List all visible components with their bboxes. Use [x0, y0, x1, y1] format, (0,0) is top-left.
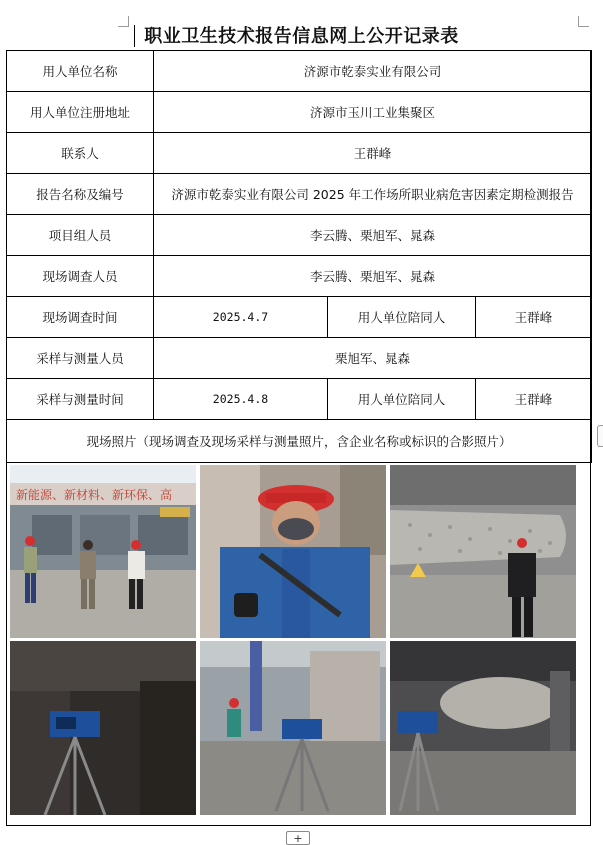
value-sampling-companion[interactable]: 王群峰 — [476, 379, 592, 420]
label-site-survey-time: 现场调查时间 — [7, 297, 154, 338]
photo-sampler-near-kiln[interactable] — [390, 641, 576, 815]
row-project-team — [7, 215, 592, 256]
row-employer-address — [7, 92, 592, 133]
row-photo-caption — [7, 420, 592, 463]
row-report — [7, 174, 592, 215]
row-sampling-staff — [7, 338, 592, 379]
label-sampling-companion: 用人单位陪同人 — [328, 379, 476, 420]
label-project-team: 项目组人员 — [7, 215, 154, 256]
photo-worker-with-respirator[interactable] — [200, 465, 386, 638]
row-contact — [7, 133, 592, 174]
value-sampling-staff[interactable]: 栗旭军、晁森 — [154, 338, 592, 379]
value-survey-companion[interactable]: 王群峰 — [476, 297, 592, 338]
label-employer-name: 用人单位名称 — [7, 51, 154, 92]
photo-worker-by-rotary-kiln[interactable] — [390, 465, 576, 638]
label-contact: 联系人 — [7, 133, 154, 174]
row-employer-name — [7, 51, 592, 92]
record-table — [6, 50, 592, 463]
photo-caption: 现场照片（现场调查及现场采样与测量照片，含企业名称或标识的合影照片） — [7, 420, 592, 463]
label-survey-companion: 用人单位陪同人 — [328, 297, 476, 338]
photo-samplers-in-workshop[interactable] — [200, 641, 386, 815]
row-site-survey-staff — [7, 256, 592, 297]
value-sampling-time[interactable]: 2025.4.8 — [154, 379, 328, 420]
side-panel-handle[interactable] — [597, 425, 603, 447]
photo-group-at-entrance[interactable] — [10, 465, 196, 638]
value-report[interactable]: 济源市乾泰实业有限公司 2025 年工作场所职业病危害因素定期检测报告 — [154, 174, 592, 215]
value-contact[interactable]: 王群峰 — [154, 133, 592, 174]
document-title: 职业卫生技术报告信息网上公开记录表 — [144, 26, 459, 47]
text-cursor — [134, 25, 135, 47]
row-site-survey-time — [7, 297, 592, 338]
value-project-team[interactable]: 李云腾、栗旭军、晁森 — [154, 215, 592, 256]
photo-sampler-on-tripod-dark-room[interactable] — [10, 641, 196, 815]
label-report: 报告名称及编号 — [7, 174, 154, 215]
value-employer-name[interactable]: 济源市乾泰实业有限公司 — [154, 51, 592, 92]
add-row-button[interactable]: + — [286, 831, 310, 845]
label-sampling-staff: 采样与测量人员 — [7, 338, 154, 379]
value-employer-address[interactable]: 济源市玉川工业集聚区 — [154, 92, 592, 133]
label-site-survey-staff: 现场调查人员 — [7, 256, 154, 297]
photo-grid — [10, 465, 578, 815]
value-site-survey-time[interactable]: 2025.4.7 — [154, 297, 328, 338]
row-sampling-time — [7, 379, 592, 420]
entrance-sign-text: 新能源、新材料、新环保、高 — [16, 488, 173, 502]
value-site-survey-staff[interactable]: 李云腾、栗旭军、晁森 — [154, 256, 592, 297]
label-employer-address: 用人单位注册地址 — [7, 92, 154, 133]
label-sampling-time: 采样与测量时间 — [7, 379, 154, 420]
